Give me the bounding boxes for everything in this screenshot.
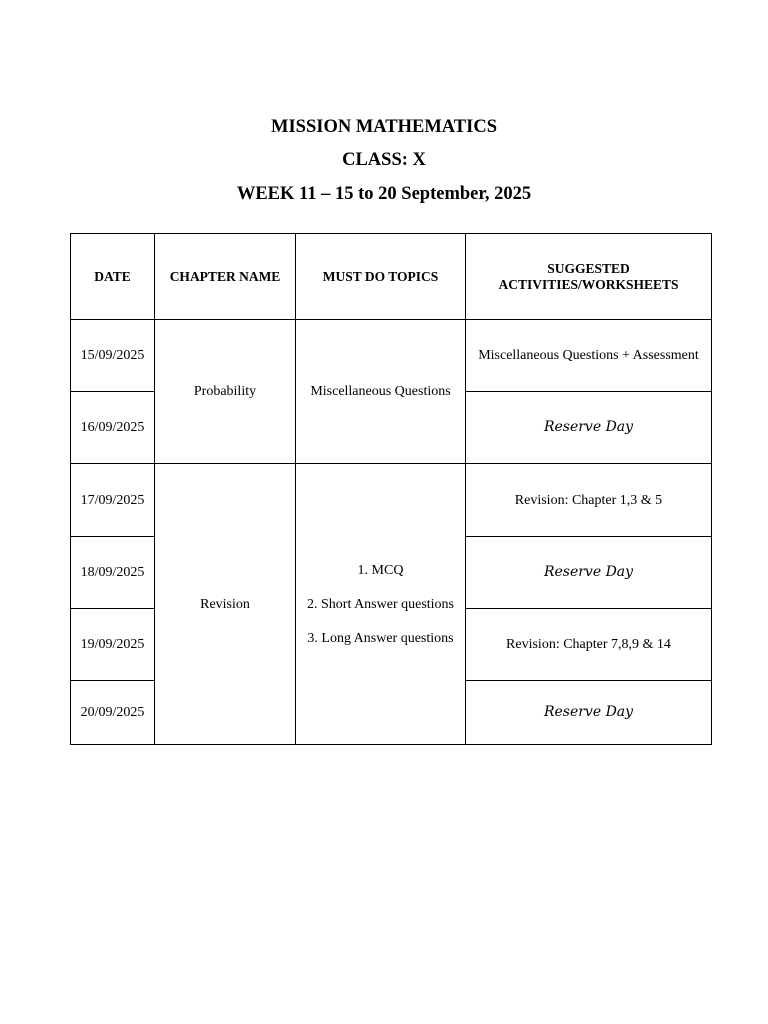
activity-cell: Reserve Day: [466, 392, 712, 464]
table-row: [71, 464, 712, 537]
activity-cell: Reserve Day: [466, 681, 712, 745]
table-header-row: [71, 234, 712, 320]
activity-cell: Revision: Chapter 7,8,9 & 14: [466, 609, 712, 681]
table-row: [71, 320, 712, 392]
weekly-plan-table: [70, 233, 712, 745]
activity-cell: Revision: Chapter 1,3 & 5: [466, 464, 712, 537]
date-cell: 18/09/2025: [71, 537, 155, 609]
column-header-activities: SUGGESTED ACTIVITIES/WORKSHEETS: [466, 234, 712, 320]
column-header-topics: MUST DO TOPICS: [296, 234, 466, 320]
week-label: WEEK 11 – 15 to 20 September, 2025: [236, 184, 532, 204]
activity-cell: Miscellaneous Questions + Assessment: [466, 320, 712, 392]
date-cell: 16/09/2025: [71, 392, 155, 464]
chapter-cell: Revision: [155, 464, 296, 745]
class-label: CLASS: X: [342, 150, 426, 170]
date-cell: 17/09/2025: [71, 464, 155, 537]
date-cell: 15/09/2025: [71, 320, 155, 392]
column-header-date: DATE: [71, 234, 155, 320]
topic-item: 3. Long Answer questions: [307, 630, 454, 646]
date-cell: 19/09/2025: [71, 609, 155, 681]
chapter-cell: Probability: [155, 320, 296, 464]
date-cell: 20/09/2025: [71, 681, 155, 745]
document-title: MISSION MATHEMATICS: [271, 117, 497, 137]
topic-item: 1. MCQ: [357, 562, 404, 578]
activity-cell: Reserve Day: [466, 537, 712, 609]
column-header-chapter: CHAPTER NAME: [155, 234, 296, 320]
topics-cell: [296, 464, 466, 745]
topics-cell: Miscellaneous Questions: [296, 320, 466, 464]
topic-item: 2. Short Answer questions: [307, 596, 454, 612]
